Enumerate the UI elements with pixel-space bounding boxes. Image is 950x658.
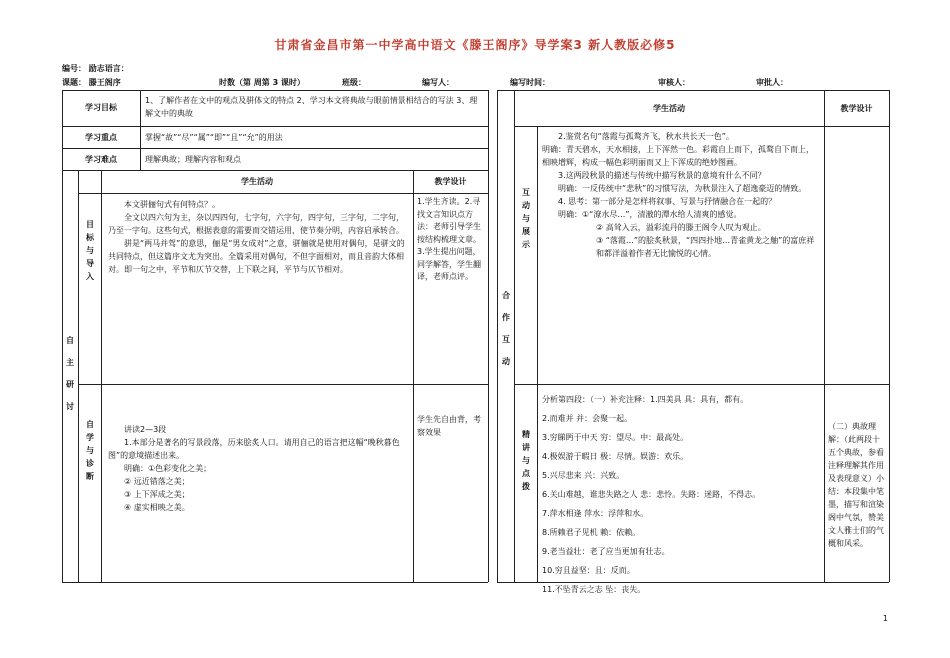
goal-intro-content: [108, 198, 408, 276]
class-label: 班级：: [342, 78, 366, 87]
famous-line-question: 2.鉴赏名句“落霞与孤鹜齐飞，秋水共长天一色”。: [558, 132, 734, 141]
lecture-guidance-content: [542, 390, 820, 594]
difficulty-label: 学习难点: [85, 155, 117, 164]
self-study-diagnosis-label: 自学与诊断: [86, 420, 94, 481]
answer-reality: ④ 虚实相映之美。: [124, 503, 190, 512]
page-number: 1: [882, 614, 888, 623]
page-title: 甘肃省金昌市第一中学高中语文《滕王阁序》导学案3 新人教版必修5: [274, 38, 676, 52]
annotation-7: 7.萍水相逢 萍水：浮萍和水。: [542, 509, 649, 518]
number-motto-line: 编号： 励志语言：: [62, 64, 129, 73]
self-study-content: [108, 423, 408, 514]
fusion-answer-3: ③ “落霞…”的脍炙秋景，“四四扑地…青雀黄龙之舳”的富庶祥和都洋溢着作者无比愉悦的心情。: [596, 236, 815, 258]
left-student-activity-header: 学生活动: [241, 177, 273, 186]
answer-color: 明确：①色彩变化之美；: [124, 464, 212, 473]
date-label: 编写时间：: [510, 78, 550, 87]
annotation-9: 9.老当益壮：老了应当更加有壮志。: [542, 547, 670, 556]
goal-intro-design: 1.学生齐读。2.寻找文言知识点方法：老师引导学生按结构梳理文章。3.学生提出问题，同学解答，学生翻译，老师点评。: [417, 197, 481, 281]
goal-intro-label: 目标与导入: [86, 220, 94, 281]
goal-label: 学习目标: [85, 103, 117, 112]
interaction-display-label: 互动与展示: [522, 188, 530, 249]
annotation-11: 11.不坠青云之志 坠：丧失。: [542, 585, 646, 594]
fusion-answer-2: ② 高耸入云，溢彩流丹的滕王阁令人叹为观止。: [596, 223, 766, 232]
annotation-4: 4.极娱游于暇日 极：尽情。娱游：欢乐。: [542, 452, 689, 461]
left-teaching-design-header: 教学设计: [434, 177, 467, 186]
answer-harmony: ③ 上下浑成之美；: [124, 490, 190, 499]
self-study-side-label: 自主研讨: [66, 336, 74, 411]
annotation-1: 分析第四段：（一）补充注释：1.四美具 具：具有，都有。: [542, 395, 749, 404]
cooperation-side-label: 合作互动: [502, 291, 510, 366]
reading-section: 讲读2—3段: [124, 425, 167, 434]
reviewer-label: 审核人：: [658, 78, 690, 87]
right-student-activity-header: 学生活动: [653, 104, 685, 113]
annotation-2: 2.而难并 并：会聚一起。: [542, 414, 633, 423]
annotation-6: 6.关山难越，谁悲失路之人 悲：悲怜。失路：迷路，不得志。: [542, 490, 761, 499]
approver-label: 审批人：: [756, 78, 788, 87]
scenery-question: 1.本部分是著名的写景段落，历来脍炙人口。请用自己的语言把这幅“晚秋暮色图”的意境描述出来。: [108, 438, 400, 460]
topic-label: 课题： 滕王阁序: [62, 78, 121, 87]
answer-distance: ② 远近错落之美；: [124, 477, 190, 486]
fusion-question: 4. 思考：第一部分是怎样将叙事、写景与抒情融合在一起的？: [558, 197, 777, 206]
difficulty-text: 理解典故；理解内容和观点: [145, 155, 241, 164]
self-study-design: 学生先自由背，考察效果: [417, 415, 481, 437]
intro-parallelism: 骈是“两马并驾”的意思，俪是“男女成对”之意，骈俪就是使用对偶句，是骈文的共同特点，但这篇序文尤为突出。全篇采用对偶句，不但字面相对，而且音韵大体相对。即一句之中，平节和仄节交替，上下联之间，平节与仄节相对。: [108, 239, 405, 274]
autumn-answer: 明确：一反传统中“悲秋”的习惯写法，为秋景注入了超逸豪迈的情致。: [558, 184, 807, 193]
goal-text: 1、了解作者在文中的观点及骈体文的特点 2、学习本文将典故与眼前情景相结合的写法 3、理解文中的典故: [145, 96, 478, 118]
period-label: 时数（第 周第 3 课时）: [219, 78, 305, 87]
autumn-question: 3.这两段秋景的描述与传统中描写秋景的意境有什么不同？: [558, 171, 766, 180]
key-label: 学习重点: [85, 133, 117, 142]
intro-question: 本文骈俪句式有何特点？。: [124, 200, 220, 209]
interaction-display-content: [542, 130, 820, 260]
annotation-3: 3.穷睇眄于中天 穷：望尽。中：最高处。: [542, 433, 689, 442]
intro-sentence-forms: 全文以四六句为主，杂以四四句，七字句，六字句，四字句，三字句，二字句，乃至一字句。这些句式，根据表意的需要而交错运用，使节奏分明，内容启承转合。: [108, 213, 404, 235]
right-teaching-design-header: 教学设计: [840, 104, 873, 113]
famous-line-answer: 明确：青天碧水，天水相接，上下浑然一色。彩霞自上而下，孤鹜自下而上，相映增辉，构成一幅色彩明丽而又上下浑成的绝妙图画。: [542, 145, 814, 167]
key-text: 掌握“故”“尽”“属”“即”“且”“允”的用法: [145, 133, 283, 142]
lecture-guidance-label: 精讲与点拨: [522, 430, 530, 491]
fusion-answer-1: 明确：①“潦水尽…”，清澈的潭水给人清爽的感觉。: [558, 210, 742, 219]
annotation-10: 10.穷且益坚：且：反而。: [542, 566, 635, 575]
lecture-guidance-design: （二）典故理解：（此两段十五个典故，参看注释理解其作用及表现意义）小结：本段集中笔墨，描写和渲染阁中气氛，赞美文人雅士们的气概和风采。: [828, 422, 884, 548]
annotation-5: 5.兴尽悲来 兴：兴致。: [542, 471, 625, 480]
author-label: 编写人：: [422, 78, 454, 87]
annotation-8: 8.所赖君子见机 赖：依赖。: [542, 528, 641, 537]
